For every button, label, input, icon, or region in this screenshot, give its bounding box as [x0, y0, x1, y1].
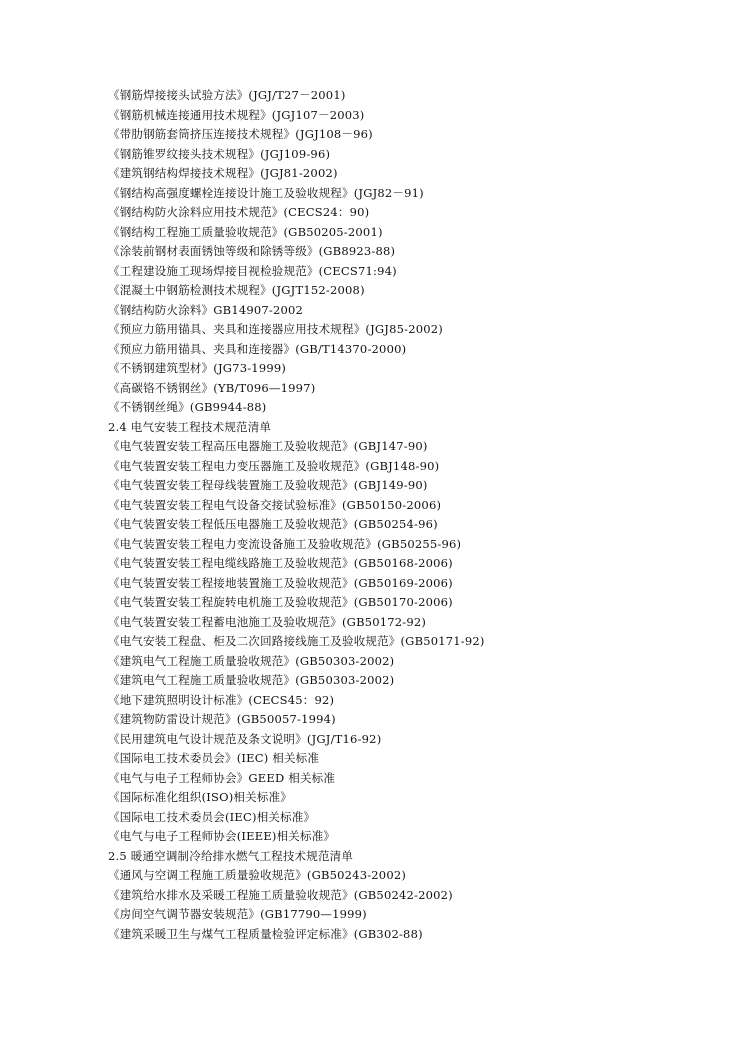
standard-item: 《通风与空调工程施工质量验收规范》(GB50243-2002)	[108, 868, 407, 882]
standard-item: 《带肋钢筋套筒挤压连接技术规程》(JGJ108－96)	[108, 127, 373, 141]
standard-item: 《钢筋机械连接通用技术规程》(JGJ107－2003)	[108, 107, 365, 122]
standard-item: 《建筑电气工程施工质量验收规范》(GB50303-2002)	[108, 673, 395, 687]
standard-item: 《电气与电子工程师协会》GEED 相关标准	[108, 770, 336, 785]
standard-item: 《涂装前钢材表面锈蚀等级和除锈等级》(GB8923-88)	[108, 244, 396, 258]
standard-item: 《电气与电子工程师协会(IEEE)相关标准》	[108, 829, 336, 843]
standard-item: 《钢结构防火涂料应用技术规范》(CECS24：90)	[108, 205, 370, 219]
standard-item: 《电气装置安装工程低压电器施工及验收规范》(GB50254-96)	[108, 517, 438, 531]
standard-item: 《工程建设施工现场焊接目视检验规范》(CECS71:94)	[108, 263, 397, 278]
standard-item: 《电气装置安装工程电力变流设备施工及验收规范》(GB50255-96)	[108, 536, 462, 551]
standard-item: 《高碳铬不锈钢丝》(YB/T096—1997)	[108, 380, 316, 395]
standard-item: 《钢结构工程施工质量验收规范》(GB50205-2001)	[108, 224, 383, 239]
standard-item: 《建筑物防雷设计规范》(GB50057-1994)	[108, 712, 336, 726]
standard-item: 《国际标准化组织(ISO)相关标准》	[108, 790, 292, 804]
standard-item: 《地下建筑照明设计标准》(CECS45：92)	[108, 692, 335, 707]
standard-item: 《不锈钢建筑型材》(JG73-1999)	[108, 361, 287, 375]
standard-item: 《电气安装工程盘、柜及二次回路接线施工及验收规范》(GB50171-92)	[108, 634, 485, 648]
section-heading: 2.4 电气安装工程技术规范清单	[108, 419, 272, 434]
standard-item: 《房间空气调节器安装规范》(GB17790—1999)	[108, 907, 367, 921]
standard-item: 《电气装置安装工程母线装置施工及验收规范》(GBJ149-90)	[108, 478, 428, 492]
standard-item: 《民用建筑电气设计规范及条文说明》(JGJ/T16-92)	[108, 731, 382, 746]
standard-item: 《电气装置安装工程蓄电池施工及验收规范》(GB50172-92)	[108, 614, 427, 629]
standard-item: 《电气装置安装工程接地装置施工及验收规范》(GB50169-2006)	[108, 575, 453, 590]
standard-item: 《混凝土中钢筋检测技术规程》(JGJT152-2008)	[108, 283, 365, 297]
standard-item: 《电气装置安装工程旋转电机施工及验收规范》(GB50170-2006)	[108, 595, 453, 609]
standard-item: 《电气装置安装工程电缆线路施工及验收规范》(GB50168-2006)	[108, 556, 453, 570]
standard-item: 《预应力筋用锚具、夹具和连接器》(GB/T14370-2000)	[108, 341, 407, 356]
standard-item: 《建筑钢结构焊接技术规程》(JGJ81-2002)	[108, 166, 338, 180]
standard-item: 《预应力筋用锚具、夹具和连接器应用技术规程》(JGJ85-2002)	[108, 322, 443, 336]
standard-item: 《不锈钢丝绳》(GB9944-88)	[108, 400, 267, 414]
standard-item: 《钢结构防火涂料》GB14907-2002	[108, 302, 304, 317]
standard-item: 《建筑给水排水及采暖工程施工质量验收规范》(GB50242-2002)	[108, 887, 453, 902]
standard-item: 《电气装置安装工程电气设备交接试验标准》(GB50150-2006)	[108, 497, 442, 512]
standard-item: 《国际电工技术委员会(IEC)相关标准》	[108, 809, 316, 824]
standard-item: 《钢筋锥罗纹接头技术规程》(JGJ109-96)	[108, 146, 331, 161]
standard-item: 《国际电工技术委员会》(IEC) 相关标准	[108, 751, 320, 765]
standards-list	[108, 86, 708, 944]
standard-item: 《建筑电气工程施工质量验收规范》(GB50303-2002)	[108, 653, 395, 668]
standard-item: 《电气装置安装工程电力变压器施工及验收规范》(GBJ148-90)	[108, 458, 440, 473]
section-heading: 2.5 暖通空调制冷给排水燃气工程技术规范清单	[108, 848, 354, 863]
standard-item: 《电气装置安装工程高压电器施工及验收规范》(GBJ147-90)	[108, 439, 428, 453]
standard-item: 《建筑采暖卫生与煤气工程质量检验评定标准》(GB302-88)	[108, 926, 423, 941]
standard-item: 《钢筋焊接接头试验方法》(JGJ/T27－2001)	[108, 88, 346, 102]
standard-item: 《钢结构高强度螺栓连接设计施工及验收规程》(JGJ82－91)	[108, 185, 424, 200]
